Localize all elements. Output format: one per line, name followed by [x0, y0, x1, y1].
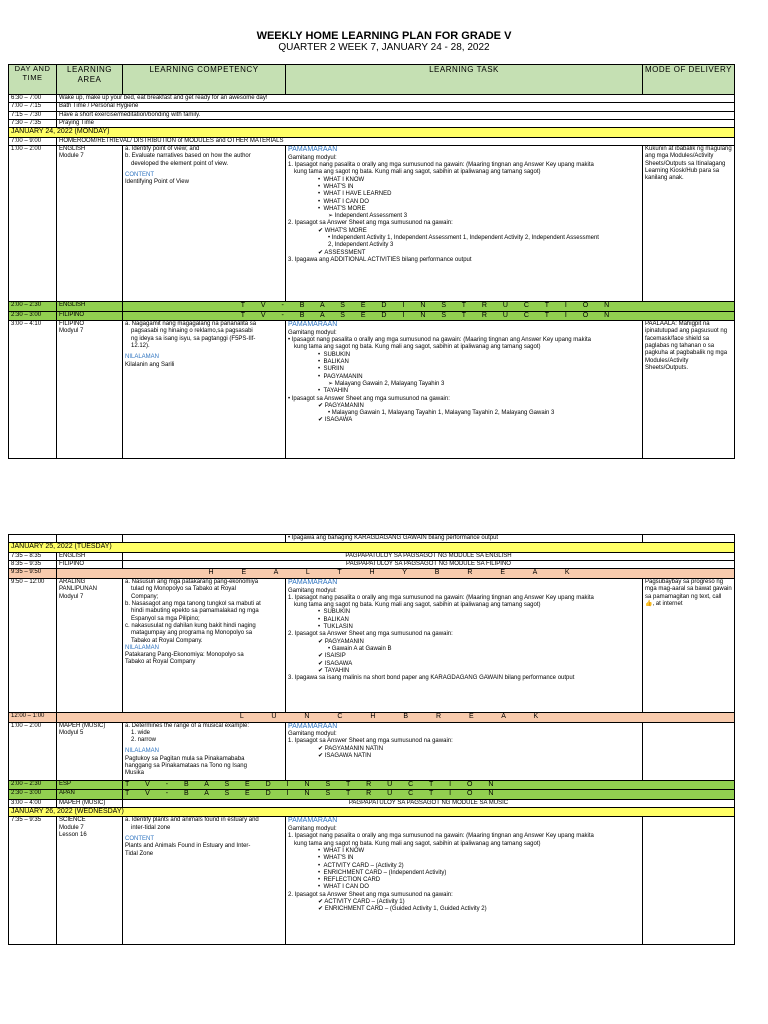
science-area	[57, 817, 123, 945]
task-step: 3. Ipagawa ang ADDITIONAL ACTIVITIES bilang performance output	[288, 257, 472, 263]
task-bullet-text: WHAT'S IN	[323, 855, 354, 862]
task-step: 2. Ipasagot sa Answer Sheet ang mga sumusunod na gawain:	[288, 220, 453, 227]
task-bullet-text: WHAT'S MORE	[323, 205, 366, 212]
cont-text: PAGPAPATULOY SA PAGSAGOT NG MODULE SA MUSIC	[123, 799, 735, 807]
task-step-cont: kung tama ang sagot ng bata. Kung mali ang sagot, sabihin at ipaliwanag ang tamang sagot)	[294, 602, 541, 609]
continuation-row	[9, 561, 735, 569]
routine-task: Praying Time	[57, 119, 735, 127]
tv-row	[9, 302, 735, 312]
task-bullet-text: TAYAHIN	[323, 388, 349, 395]
area-module: Module 7	[59, 153, 84, 160]
break-banner: H E A L T H Y B R E A K	[57, 569, 735, 579]
date-row-wednesday	[9, 807, 735, 817]
routine-row	[9, 95, 735, 103]
english-competency	[123, 146, 286, 302]
task-step: • Ipasagot sa Answer Sheet ang mga sumusunod na gawain:	[288, 395, 450, 402]
task-bullet: • ENRICHMENT CARD – (Independent Activity)	[318, 869, 447, 876]
continuation-row	[9, 799, 735, 807]
task-check: ✔ PAGYAMANIN	[318, 638, 364, 645]
task-check: ✔ PAGYAMANIN	[318, 402, 364, 409]
english-task	[286, 146, 643, 302]
english-time: 1:00 – 2:00	[9, 146, 57, 302]
tv-area: ESP	[57, 780, 123, 790]
mapeh-competency	[123, 722, 286, 780]
content-text: Kilalanin ang Sarili	[125, 361, 175, 368]
content-label: NILALAMAN	[125, 644, 160, 651]
tv-time: 2:00 – 2:30	[9, 302, 57, 312]
task-check: ✔ ISAGAWA NATIN	[318, 753, 372, 759]
tv-time: 2:30 – 3:00	[9, 311, 57, 321]
cont-time: 3:00 – 4:00	[9, 799, 57, 807]
carry-over-row	[9, 535, 735, 543]
task-check: ✔ ISAGAWA	[318, 417, 353, 424]
task-step: 1. Ipasagot sa Answer Sheet ang mga sumusunod na gawain:	[288, 738, 453, 745]
area-module: Modyul 5	[59, 729, 84, 736]
tv-banner: T V - B A S E D I N S T R U C T I O N	[123, 780, 735, 790]
task-step: • Ipasagot nang pasalita o orally ang mga sumusunod na gawain: (Maaring tingnan ang Answer Key upang makita	[288, 337, 591, 343]
science-task	[286, 817, 643, 945]
english-row	[9, 146, 735, 302]
task-subitem: • Independent Activity 1, Independent Assessment 1, Independent Activity 2, Independent Assessment	[328, 235, 599, 242]
area-lesson: Lesson 16	[59, 832, 87, 839]
header-learning-task: LEARNING TASK	[286, 65, 643, 95]
date-label: JANUARY 25, 2022 (TUESDAY)	[9, 543, 735, 553]
area-name: MAPEH (MUSIC)	[59, 722, 106, 729]
competency-line: ng ideya sa isang isyu, sa pagtanggi (F5PS-IIf-	[131, 335, 256, 342]
competency-line: hindi mabuting epekto sa pamamalakad ng mga	[131, 608, 259, 615]
routine-row	[9, 111, 735, 119]
competency-line: Company;	[131, 593, 159, 600]
competency-line: tulad ng Monopolyo sa Tabako at Royal	[131, 586, 236, 593]
task-bullet: • ACTIVITY CARD – (Activity 2)	[318, 862, 404, 869]
task-bullet-text: SURIIN	[323, 366, 344, 373]
routine-time: 7:30 – 7:35	[9, 119, 57, 127]
gamitang-label: Gamitang modyul:	[288, 731, 337, 738]
task-check: ✔ WHAT'S MORE	[318, 227, 367, 234]
gamitang-label: Gamitang modyul:	[288, 587, 337, 594]
competency-line: pagsasabi ng hinaing o reklamo,sa pagsasabi	[131, 328, 253, 335]
task-step-cont: kung tama ang sagot ng bata. Kung mali ang sagot, sabihin at ipaliwanag ang tamang sagot)	[294, 344, 541, 351]
content-text: Tabako at Royal Company	[125, 659, 196, 666]
competency-line: matagumpay ang programa ng Monopolyo sa	[131, 630, 253, 637]
healthy-break-row	[9, 569, 735, 579]
competency-line: b. Nasasagot ang mga tanong tungkol sa mabuti at	[125, 600, 261, 607]
routine-time: 7:15 – 7:30	[9, 111, 57, 119]
weekly-plan-table-part1	[8, 64, 735, 459]
task-bullet-text: WHAT I CAN DO	[323, 198, 369, 205]
task-bullet-text: REFLECTION CARD	[323, 877, 381, 884]
mapeh-time: 1:00 – 2:00	[9, 722, 57, 780]
task-step-cont: kung tama ang sagot ng bata. Kung mali ang sagot, sabihin at ipaliwanag ang tamang sagot)	[294, 840, 541, 847]
content-text: Patakarang Pang-Ekonomiya: Monopolyo sa	[125, 652, 244, 659]
task-bullet-text: WHAT I KNOW	[323, 847, 365, 854]
ap-mode: Pagsubaybay sa progreso ng mga mag-aaral sa bawat gawain sa pamamagitan ng text, call 👍, at internet	[643, 579, 735, 713]
pamamaraan-label: PAMAMARAAN	[288, 579, 338, 586]
tv-area: APAN	[57, 790, 123, 800]
mapeh-task	[286, 722, 643, 780]
competency-line: a. Nasusuri ang mga patakarang pang-ekonomiya	[125, 579, 259, 585]
tv-area: FILIPINO	[57, 311, 123, 321]
competency-line: a. Nagagamit nang magagalang na pananalita sa	[125, 321, 257, 328]
page-title: WEEKLY HOME LEARNING PLAN FOR GRADE V	[256, 30, 512, 42]
routine-task: Bath Time / Personal Hygiene	[57, 103, 735, 111]
content-text: Musika	[125, 770, 145, 777]
content-label: NILALAMAN	[125, 354, 160, 361]
homeroom-row	[9, 137, 735, 145]
competency-line: developed the element point of view.	[131, 160, 229, 167]
science-time: 7:35 – 9:35	[9, 817, 57, 945]
task-bullet-text: ACTIVITY CARD – (Activity 2)	[323, 862, 404, 869]
task-bullet-text: SUBUKIN	[323, 609, 351, 616]
routine-time: 7:00 – 7:15	[9, 103, 57, 111]
task-bullet: • TAYAHIN	[318, 388, 349, 395]
routine-row	[9, 103, 735, 111]
task-subitem: • Gawain A at Gawain B	[328, 646, 392, 653]
routine-time: 6:30 – 7:00	[9, 95, 57, 103]
ap-competency	[123, 579, 286, 713]
task-subitem: ➢ Independent Assessment 3	[328, 213, 408, 220]
task-bullet: • BALIKAN	[318, 616, 349, 623]
task-bullet-text: BALIKAN	[323, 358, 349, 365]
routine-row	[9, 119, 735, 127]
lunch-break-row	[9, 713, 735, 723]
tv-banner: T V - B A S E D I N S T R U C T I O N	[123, 790, 735, 800]
header-day-time: DAY AND TIME	[9, 65, 57, 95]
task-step: 3. Ipagawa sa isang malinis na short bond paper ang KARAGDAGANG GAWAIN bilang performance output	[288, 675, 575, 682]
pamamaraan-label: PAMAMARAAN	[288, 321, 338, 329]
content-label: NILALAMAN	[125, 748, 160, 755]
english-mode: Kukunin at ibabalik ng magulang ang mga Modules/Activity Sheets/Outputs sa Itinalagang Learning Kiosk/Hub para sa kanilang anak.	[643, 146, 735, 302]
competency-line: 12.12).	[131, 343, 150, 350]
gamitang-label: Gamitang modyul:	[288, 825, 337, 832]
tv-row	[9, 311, 735, 321]
page-subtitle: QUARTER 2 WEEK 7, JANUARY 24 - 28, 2022	[278, 42, 490, 53]
task-subitem-cont: 2, Independent Activity 3	[328, 242, 394, 249]
competency-line: a. Identify plants and animals found in estuary and	[125, 817, 259, 824]
task-step-cont: kung tama ang sagot ng bata. Kung mali ang sagot, sabihin at ipaliwanag ang tamang sagot)	[294, 169, 541, 176]
filipino-area	[57, 321, 123, 459]
mapeh-row	[9, 722, 735, 780]
competency-line: Tabako at Royal Company.	[131, 637, 203, 644]
weekly-plan-table-part2	[8, 534, 735, 945]
task-bullet: • SURIIN	[318, 366, 344, 373]
task-bullet-text: WHAT I CAN DO	[323, 884, 369, 891]
carry-over-text: • Ipagawa ang bahaging KARAGDAGANG GAWAIN bilang performance output	[286, 535, 643, 543]
task-bullet: • WHAT I KNOW	[318, 176, 365, 183]
break-time: 12:00 – 1:00	[9, 713, 57, 723]
competency-line: a. Identify point of view; and	[125, 146, 200, 153]
pamamaraan-label: PAMAMARAAN	[288, 146, 338, 154]
competency-line: a. Determines the range of a musical example:	[125, 722, 250, 729]
cont-area: MAPEH (MUSIC)	[57, 799, 123, 807]
ap-time: 9:50 – 12:00	[9, 579, 57, 713]
task-bullet-text: WHAT I KNOW	[323, 176, 365, 183]
filipino-competency	[123, 321, 286, 459]
task-bullet: • WHAT I HAVE LEARNED	[318, 191, 392, 198]
task-bullet: • WHAT'S IN	[318, 855, 354, 862]
ap-row	[9, 579, 735, 713]
header-mode-of-delivery: MODE OF DELIVERY	[643, 65, 735, 95]
area-name: ARALING	[59, 579, 86, 585]
task-check: ✔ PAGYAMANIN NATIN	[318, 745, 384, 752]
gamitang-label: Gamitang modyul:	[288, 329, 337, 336]
continuation-row	[9, 552, 735, 560]
english-area	[57, 146, 123, 302]
task-bullet: • WHAT'S IN	[318, 183, 354, 190]
task-check: ✔ ISAISIP	[318, 653, 346, 660]
task-bullet: • WHAT'S MORE	[318, 205, 366, 212]
area-module: Modyul 7	[59, 593, 84, 600]
content-label: CONTENT	[125, 172, 154, 179]
competency-line: Espanyol sa mga Pilipino;	[131, 615, 200, 622]
ap-task	[286, 579, 643, 713]
task-bullet-text: BALIKAN	[323, 616, 349, 623]
routine-task: Wake up, make up your bed, eat breakfast and get ready for an awesome day!	[57, 95, 735, 103]
competency-line: 1. wide	[131, 729, 151, 736]
date-row-tuesday	[9, 543, 735, 553]
tv-area: ENGLISH	[57, 302, 123, 312]
task-bullet: • SUBUKIN	[318, 609, 351, 616]
task-subitem: ➢ Malayang Gawain 2, Malayang Tayahin 3	[328, 380, 445, 387]
tv-row	[9, 780, 735, 790]
task-bullet-text: WHAT'S IN	[323, 183, 354, 190]
task-step: 1. Ipasagot nang pasalita o orally ang mga sumusunod na gawain: (Maaring tingnan ang Answer Key upang makita	[288, 833, 594, 840]
tv-time: 2:00 – 2:30	[9, 780, 57, 790]
competency-line: inter-tidal zone	[131, 824, 171, 831]
task-bullet-text: WHAT I HAVE LEARNED	[323, 191, 392, 198]
filipino-task	[286, 321, 643, 459]
task-bullet: • TUKLASIN	[318, 624, 353, 631]
task-check: ✔ TAYAHIN	[318, 667, 350, 674]
task-step: 1. Ipasagot nang pasalita o orally ang mga sumusunod na gawain: (Maaring tingnan ang Answer Key upang makita	[288, 161, 594, 168]
tv-banner: T V - B A S E D I N S T R U C T I O N	[123, 311, 735, 321]
filipino-mode: PAALAALA: Mahigpit na ipinatutupad ang pagsusuot ng facemask/face shield sa paglabas ng tahanan o sa pagkuha at pagbabalik ng mga Modules/Activity Sheets/Outputs.	[643, 321, 735, 459]
content-text: Identifying Point of View	[125, 179, 189, 186]
content-text: hanggang sa Pinakamataas na Tono ng Isang	[125, 763, 247, 770]
area-name: ENGLISH	[59, 146, 86, 153]
task-step: 2. Ipasagot sa Answer Sheet ang mga sumusunod na gawain:	[288, 631, 453, 638]
break-banner: L U N C H B R E A K	[57, 713, 735, 723]
homeroom-time: 7:00 – 9:00	[9, 137, 57, 145]
task-step: 2. Ipasagot sa Answer Sheet ang mga sumusunod na gawain:	[288, 891, 453, 898]
cont-time: 8:35 – 9:35	[9, 561, 57, 569]
content-text: Tidal Zone	[125, 850, 154, 857]
task-check: ✔ ENRICHMENT CARD – (Guided Activity 1, Guided Activity 2)	[318, 906, 487, 913]
task-bullet: • REFLECTION CARD	[318, 877, 381, 884]
date-label: JANUARY 24, 2022 (MONDAY)	[9, 128, 735, 138]
task-bullet: • SUBUKIN	[318, 351, 351, 358]
routine-task: Have a short exercise/meditation/bonding with family.	[57, 111, 735, 119]
homeroom-text: HOMEROOM/RETRIEVAL/ DISTRIBUTION of MODULES and OTHER MATERIALS	[57, 137, 735, 145]
task-bullet: • WHAT I CAN DO	[318, 884, 369, 891]
task-bullet-text: ENRICHMENT CARD – (Independent Activity)	[323, 869, 447, 876]
content-text: Pagtukoy sa Pagitan mula sa Pinakamababa	[125, 755, 245, 762]
content-label: CONTENT	[125, 836, 154, 843]
task-check: ✔ ACTIVITY CARD – (Activity 1)	[318, 899, 405, 906]
task-bullet: • WHAT I KNOW	[318, 847, 365, 854]
tv-time: 2:30 – 3:00	[9, 790, 57, 800]
task-bullet-text: PAGYAMANIN	[323, 373, 363, 380]
task-check: ✔ ISAGAWA	[318, 660, 353, 667]
cont-area: ENGLISH	[57, 552, 123, 560]
task-bullet-text: SUBUKIN	[323, 351, 351, 358]
task-bullet-text: TUKLASIN	[323, 624, 353, 631]
science-row	[9, 817, 735, 945]
area-module: Modyul 7	[59, 328, 84, 335]
tv-banner: T V - B A S E D I N S T R U C T I O N	[123, 302, 735, 312]
cont-text: PAGPAPATULOY SA PAGSAGOT NG MODULE SA FILIPINO	[123, 561, 735, 569]
filipino-time: 3:00 – 4:10	[9, 321, 57, 459]
area-module: Module 7	[59, 824, 84, 831]
date-label: JANUARY 26, 2022 (WEDNESDAY)	[9, 807, 735, 817]
gamitang-label: Gamitang modyul:	[288, 154, 337, 161]
science-competency	[123, 817, 286, 945]
task-subitem: • Malayang Gawain 1, Malayang Tayahin 1, Malayang Tayahin 2, Malayang Gawain 3	[328, 410, 555, 417]
content-text: Plants and Animals Found in Estuary and Inter-	[125, 843, 251, 850]
filipino-row	[9, 321, 735, 459]
area-name: PANLIPUNAN	[59, 586, 97, 593]
pamamaraan-label: PAMAMARAAN	[288, 817, 338, 825]
competency-line: c. nakasusulat ng dahilan kung bakit hindi naging	[125, 622, 256, 629]
competency-line: 2. narrow	[131, 737, 157, 744]
task-bullet: • BALIKAN	[318, 358, 349, 365]
mapeh-area	[57, 722, 123, 780]
cont-text: PAGPAPATULOY SA PAGSAGOT NG MODULE SA ENGLISH	[123, 552, 735, 560]
area-name: FILIPINO	[59, 321, 85, 328]
break-time: 9:35 – 9:50	[9, 569, 57, 579]
header-learning-competency: LEARNING COMPETENCY	[123, 65, 286, 95]
task-bullet: • PAGYAMANIN	[318, 373, 363, 380]
date-row-monday	[9, 128, 735, 138]
cont-time: 7:35 – 8:35	[9, 552, 57, 560]
competency-line: b. Evaluate narratives based on how the author	[125, 153, 251, 160]
ap-area	[57, 579, 123, 713]
task-step: 1. Ipasagot nang pasalita o orally ang mga sumusunod na gawain: (Maaring tingnan ang Answer Key upang makita	[288, 594, 594, 601]
cont-area: FILIPINO	[57, 561, 123, 569]
tv-row	[9, 790, 735, 800]
area-name: SCIENCE	[59, 817, 86, 824]
task-bullet: • WHAT I CAN DO	[318, 198, 369, 205]
table-header-row	[9, 65, 735, 95]
pamamaraan-label: PAMAMARAAN	[288, 722, 338, 730]
header-learning-area: LEARNING AREA	[57, 65, 123, 95]
task-check: ✔ ASSESSMENT	[318, 249, 366, 256]
